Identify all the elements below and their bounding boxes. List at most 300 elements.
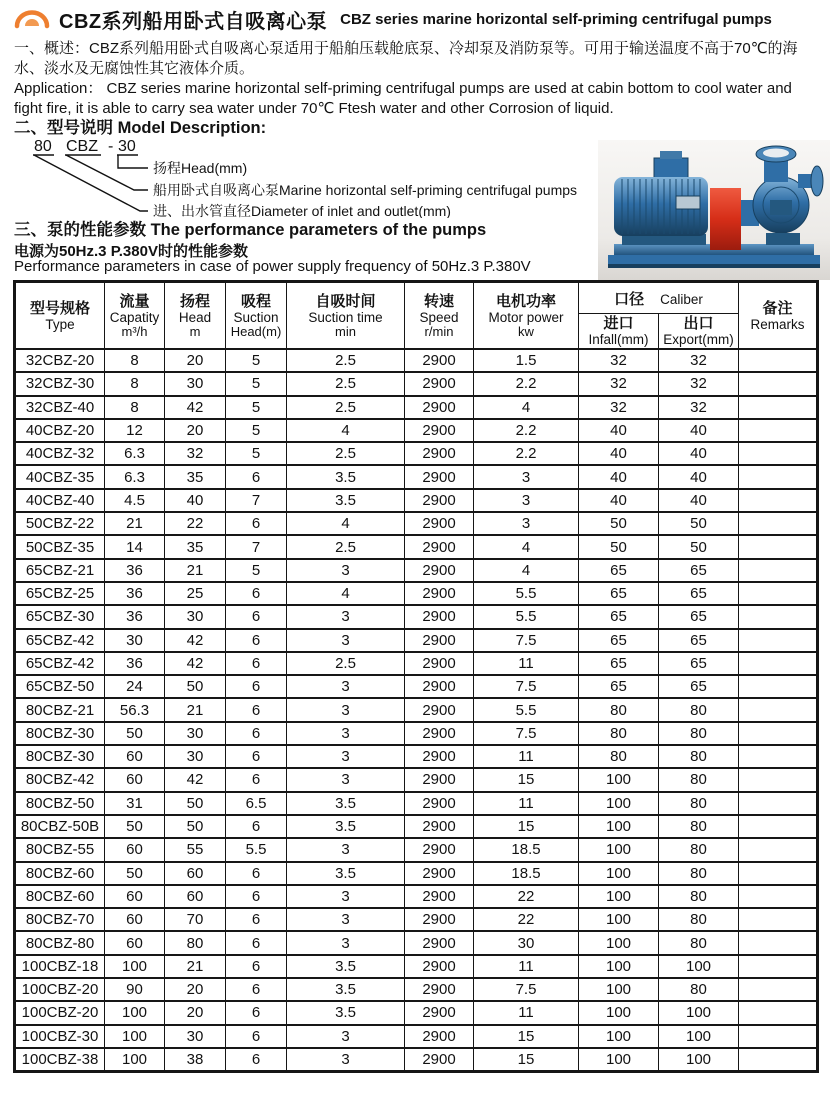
cell-export: 80 xyxy=(659,722,739,745)
cell-type: 50CBZ-22 xyxy=(15,512,105,535)
cell-motor-power: 15 xyxy=(474,768,579,791)
power-note-en: Performance parameters in case of power supply frequency of 50Hz.3 P.380V xyxy=(14,258,531,275)
label-pump-type: 船用卧式自吸离心泵Marine horizontal self-priming centrifugal pumps xyxy=(153,182,578,198)
model-code-head: 30 xyxy=(118,138,136,155)
motor-terminal-box xyxy=(654,158,688,180)
cell-speed: 2900 xyxy=(405,559,474,582)
cell-export: 80 xyxy=(659,768,739,791)
cell-type: 65CBZ-21 xyxy=(15,559,105,582)
cell-type: 100CBZ-18 xyxy=(15,955,105,978)
cell-infall: 32 xyxy=(579,396,659,419)
cell-speed: 2900 xyxy=(405,489,474,512)
cell-type: 80CBZ-55 xyxy=(15,838,105,861)
cell-export: 80 xyxy=(659,978,739,1001)
cell-speed: 2900 xyxy=(405,838,474,861)
cell-speed: 2900 xyxy=(405,908,474,931)
cell-export: 80 xyxy=(659,862,739,885)
col-header-remarks: 备注 Remarks xyxy=(739,282,818,350)
cell-suction-head: 6 xyxy=(226,768,287,791)
cell-speed: 2900 xyxy=(405,931,474,954)
cell-suction-time: 3 xyxy=(287,908,405,931)
cell-suction-time: 3 xyxy=(287,745,405,768)
cell-infall: 40 xyxy=(579,419,659,442)
cell-motor-power: 11 xyxy=(474,652,579,675)
cell-remark xyxy=(739,1001,818,1024)
cell-capacity: 36 xyxy=(105,582,165,605)
cell-head: 30 xyxy=(165,1025,226,1048)
cell-remark xyxy=(739,955,818,978)
cell-remark xyxy=(739,349,818,372)
model-description-diagram xyxy=(20,138,595,218)
table-row xyxy=(15,512,818,535)
table-row xyxy=(15,652,818,675)
cell-capacity: 100 xyxy=(105,1048,165,1072)
cell-capacity: 60 xyxy=(105,885,165,908)
cell-capacity: 36 xyxy=(105,559,165,582)
motor-nameplate xyxy=(676,196,700,209)
cell-motor-power: 3 xyxy=(474,489,579,512)
cell-speed: 2900 xyxy=(405,652,474,675)
cell-motor-power: 22 xyxy=(474,908,579,931)
cell-type: 65CBZ-30 xyxy=(15,605,105,628)
cell-speed: 2900 xyxy=(405,1025,474,1048)
cell-export: 50 xyxy=(659,512,739,535)
cell-infall: 100 xyxy=(579,768,659,791)
cell-type: 32CBZ-20 xyxy=(15,349,105,372)
cell-speed: 2900 xyxy=(405,792,474,815)
cell-suction-time: 3 xyxy=(287,768,405,791)
cell-suction-time: 2.5 xyxy=(287,442,405,465)
cell-speed: 2900 xyxy=(405,978,474,1001)
model-code-dash: - xyxy=(108,138,114,155)
cell-remark xyxy=(739,745,818,768)
cell-capacity: 60 xyxy=(105,745,165,768)
performance-table xyxy=(13,280,819,1073)
cell-infall: 80 xyxy=(579,722,659,745)
cell-suction-head: 5 xyxy=(226,396,287,419)
cell-head: 55 xyxy=(165,838,226,861)
cell-suction-head: 6.5 xyxy=(226,792,287,815)
cell-capacity: 60 xyxy=(105,908,165,931)
cell-capacity: 50 xyxy=(105,815,165,838)
cell-speed: 2900 xyxy=(405,885,474,908)
cell-export: 65 xyxy=(659,605,739,628)
cell-export: 80 xyxy=(659,792,739,815)
table-row xyxy=(15,885,818,908)
cell-head: 70 xyxy=(165,908,226,931)
label-head: 扬程Head(mm) xyxy=(153,160,248,176)
cell-head: 30 xyxy=(165,605,226,628)
cell-remark xyxy=(739,698,818,721)
cell-type: 80CBZ-60 xyxy=(15,885,105,908)
cell-infall: 32 xyxy=(579,349,659,372)
cell-remark xyxy=(739,931,818,954)
table-row xyxy=(15,1048,818,1072)
cell-type: 32CBZ-30 xyxy=(15,372,105,395)
cell-suction-head: 6 xyxy=(226,512,287,535)
cell-capacity: 60 xyxy=(105,931,165,954)
arc-logo-icon xyxy=(14,5,50,34)
cell-capacity: 60 xyxy=(105,838,165,861)
cell-suction-head: 6 xyxy=(226,605,287,628)
cell-head: 42 xyxy=(165,768,226,791)
cell-type: 80CBZ-50 xyxy=(15,792,105,815)
cell-infall: 100 xyxy=(579,1001,659,1024)
cell-speed: 2900 xyxy=(405,862,474,885)
cell-head: 50 xyxy=(165,815,226,838)
cell-remark xyxy=(739,1048,818,1072)
cell-infall: 100 xyxy=(579,885,659,908)
cell-suction-time: 3.5 xyxy=(287,792,405,815)
cell-export: 40 xyxy=(659,442,739,465)
table-row xyxy=(15,372,818,395)
cell-export: 80 xyxy=(659,698,739,721)
table-row xyxy=(15,675,818,698)
cell-export: 50 xyxy=(659,535,739,558)
cell-head: 50 xyxy=(165,675,226,698)
cell-suction-time: 3.5 xyxy=(287,1001,405,1024)
cell-suction-head: 5 xyxy=(226,349,287,372)
cell-remark xyxy=(739,489,818,512)
overview-paragraph-zh: 一、概述：CBZ系列船用卧式自吸离心泵适用于船舶压载舱底泵、冷却泵及消防泵等。可用于输送温度不高于70℃的海水、淡水及无腐蚀性其它液体介质。 xyxy=(14,40,798,77)
cell-suction-head: 6 xyxy=(226,815,287,838)
cell-suction-head: 6 xyxy=(226,955,287,978)
cell-speed: 2900 xyxy=(405,675,474,698)
cell-suction-time: 4 xyxy=(287,582,405,605)
cell-motor-power: 4 xyxy=(474,559,579,582)
cell-head: 50 xyxy=(165,792,226,815)
page-title-zh: CBZ系列船用卧式自吸离心泵 xyxy=(59,11,328,33)
col-header-suction-head: 吸程 Suction Head(m) xyxy=(226,282,287,350)
cell-export: 40 xyxy=(659,489,739,512)
cell-export: 80 xyxy=(659,908,739,931)
col-header-suction-time: 自吸时间 Suction time min xyxy=(287,282,405,350)
cell-capacity: 90 xyxy=(105,978,165,1001)
cell-head: 20 xyxy=(165,978,226,1001)
cell-suction-head: 7 xyxy=(226,489,287,512)
cell-suction-time: 2.5 xyxy=(287,372,405,395)
cell-head: 60 xyxy=(165,885,226,908)
table-row xyxy=(15,978,818,1001)
page-header xyxy=(14,5,772,34)
cell-export: 80 xyxy=(659,931,739,954)
cell-motor-power: 11 xyxy=(474,792,579,815)
cell-speed: 2900 xyxy=(405,512,474,535)
cell-type: 100CBZ-20 xyxy=(15,978,105,1001)
cell-motor-power: 2.2 xyxy=(474,372,579,395)
cell-head: 42 xyxy=(165,652,226,675)
table-row xyxy=(15,582,818,605)
cell-suction-head: 5 xyxy=(226,559,287,582)
cell-suction-time: 3.5 xyxy=(287,862,405,885)
cell-speed: 2900 xyxy=(405,1001,474,1024)
cell-export: 80 xyxy=(659,838,739,861)
cell-capacity: 14 xyxy=(105,535,165,558)
col-header-export: 出口 Export(mm) xyxy=(659,314,739,350)
cell-motor-power: 3 xyxy=(474,465,579,488)
cell-remark xyxy=(739,768,818,791)
cell-suction-time: 3.5 xyxy=(287,978,405,1001)
cell-motor-power: 5.5 xyxy=(474,582,579,605)
application-paragraph-en: Application： CBZ series marine horizontal self-priming centrifugal pumps are used at cabin bottom to cool water and fight fire, it is able to carry sea water under 70℃ Ftesh water and other Corrosion of liquid. xyxy=(14,80,792,117)
cell-type: 65CBZ-42 xyxy=(15,652,105,675)
cell-speed: 2900 xyxy=(405,815,474,838)
cell-suction-head: 6 xyxy=(226,698,287,721)
cell-suction-time: 3 xyxy=(287,885,405,908)
table-row xyxy=(15,931,818,954)
cell-speed: 2900 xyxy=(405,698,474,721)
cell-remark xyxy=(739,652,818,675)
cell-capacity: 100 xyxy=(105,1001,165,1024)
cell-motor-power: 3 xyxy=(474,512,579,535)
cell-motor-power: 15 xyxy=(474,815,579,838)
cell-suction-head: 6 xyxy=(226,1001,287,1024)
cell-speed: 2900 xyxy=(405,582,474,605)
model-code-connector-lines xyxy=(34,155,148,211)
cell-head: 21 xyxy=(165,955,226,978)
table-row xyxy=(15,535,818,558)
cell-suction-head: 6 xyxy=(226,465,287,488)
table-body xyxy=(15,349,818,1072)
cell-suction-time: 4 xyxy=(287,419,405,442)
cell-infall: 100 xyxy=(579,955,659,978)
cell-head: 42 xyxy=(165,396,226,419)
cell-head: 42 xyxy=(165,629,226,652)
table-row xyxy=(15,792,818,815)
cell-type: 65CBZ-42 xyxy=(15,629,105,652)
cell-head: 21 xyxy=(165,698,226,721)
cell-remark xyxy=(739,372,818,395)
col-header-capacity: 流量 Capatity m³/h xyxy=(105,282,165,350)
power-note-zh: 电源为50Hz.3 P.380V时的性能参数 xyxy=(14,243,248,260)
cell-suction-time: 3 xyxy=(287,605,405,628)
cell-suction-head: 6 xyxy=(226,745,287,768)
cell-infall: 32 xyxy=(579,372,659,395)
table-row xyxy=(15,1001,818,1024)
cell-infall: 65 xyxy=(579,675,659,698)
cell-infall: 100 xyxy=(579,862,659,885)
cell-export: 80 xyxy=(659,745,739,768)
cell-infall: 100 xyxy=(579,838,659,861)
cell-suction-time: 3.5 xyxy=(287,489,405,512)
cell-remark xyxy=(739,629,818,652)
table-row xyxy=(15,815,818,838)
table-row xyxy=(15,698,818,721)
cell-head: 80 xyxy=(165,931,226,954)
cell-suction-head: 5 xyxy=(226,419,287,442)
table-header xyxy=(15,282,818,350)
cell-capacity: 8 xyxy=(105,349,165,372)
cell-suction-head: 6 xyxy=(226,862,287,885)
cell-infall: 40 xyxy=(579,465,659,488)
cell-export: 65 xyxy=(659,559,739,582)
cell-head: 30 xyxy=(165,722,226,745)
table-row xyxy=(15,396,818,419)
table-row xyxy=(15,768,818,791)
cell-motor-power: 7.5 xyxy=(474,675,579,698)
cell-capacity: 50 xyxy=(105,722,165,745)
cell-remark xyxy=(739,396,818,419)
cell-remark xyxy=(739,465,818,488)
cell-infall: 100 xyxy=(579,931,659,954)
cell-capacity: 60 xyxy=(105,768,165,791)
cell-type: 80CBZ-50B xyxy=(15,815,105,838)
cell-type: 100CBZ-20 xyxy=(15,1001,105,1024)
performance-heading: 三、泵的性能参数 The performance parameters of the pumps xyxy=(14,221,487,239)
cell-infall: 100 xyxy=(579,1025,659,1048)
col-header-motor-power: 电机功率 Motor power kw xyxy=(474,282,579,350)
cell-suction-head: 6 xyxy=(226,1048,287,1072)
cell-suction-time: 3 xyxy=(287,1025,405,1048)
table-row xyxy=(15,465,818,488)
cell-export: 65 xyxy=(659,582,739,605)
table-row xyxy=(15,955,818,978)
cell-motor-power: 7.5 xyxy=(474,722,579,745)
cell-capacity: 24 xyxy=(105,675,165,698)
cell-speed: 2900 xyxy=(405,605,474,628)
cell-type: 100CBZ-30 xyxy=(15,1025,105,1048)
cell-motor-power: 11 xyxy=(474,955,579,978)
cell-motor-power: 4 xyxy=(474,396,579,419)
col-header-caliber: 口径 Caliber xyxy=(579,282,739,314)
cell-export: 100 xyxy=(659,1048,739,1072)
cell-suction-time: 2.5 xyxy=(287,535,405,558)
cell-infall: 65 xyxy=(579,582,659,605)
cell-capacity: 31 xyxy=(105,792,165,815)
cell-export: 32 xyxy=(659,396,739,419)
cell-suction-head: 5.5 xyxy=(226,838,287,861)
cell-head: 21 xyxy=(165,559,226,582)
cell-export: 80 xyxy=(659,815,739,838)
cell-remark xyxy=(739,512,818,535)
cell-type: 80CBZ-42 xyxy=(15,768,105,791)
cell-head: 25 xyxy=(165,582,226,605)
cell-remark xyxy=(739,838,818,861)
cell-motor-power: 11 xyxy=(474,745,579,768)
cell-speed: 2900 xyxy=(405,768,474,791)
cell-infall: 100 xyxy=(579,978,659,1001)
cell-motor-power: 22 xyxy=(474,885,579,908)
table-row xyxy=(15,1025,818,1048)
cell-export: 32 xyxy=(659,349,739,372)
cell-export: 32 xyxy=(659,372,739,395)
cell-type: 40CBZ-20 xyxy=(15,419,105,442)
cell-infall: 65 xyxy=(579,559,659,582)
table-row xyxy=(15,489,818,512)
cell-remark xyxy=(739,908,818,931)
cell-suction-time: 4 xyxy=(287,512,405,535)
cell-capacity: 56.3 xyxy=(105,698,165,721)
cell-suction-head: 6 xyxy=(226,885,287,908)
cell-export: 40 xyxy=(659,419,739,442)
cell-suction-head: 6 xyxy=(226,931,287,954)
cell-capacity: 100 xyxy=(105,955,165,978)
cell-suction-head: 6 xyxy=(226,629,287,652)
cell-remark xyxy=(739,675,818,698)
cell-motor-power: 7.5 xyxy=(474,629,579,652)
cell-type: 65CBZ-50 xyxy=(15,675,105,698)
cell-head: 20 xyxy=(165,349,226,372)
cell-type: 80CBZ-70 xyxy=(15,908,105,931)
cell-head: 20 xyxy=(165,1001,226,1024)
cell-head: 38 xyxy=(165,1048,226,1072)
pump-photo xyxy=(598,140,830,280)
cell-export: 65 xyxy=(659,629,739,652)
label-diameter: 进、出水管直径Diameter of inlet and outlet(mm) xyxy=(153,203,451,218)
cell-remark xyxy=(739,815,818,838)
cell-speed: 2900 xyxy=(405,465,474,488)
cell-suction-head: 6 xyxy=(226,722,287,745)
cell-type: 40CBZ-32 xyxy=(15,442,105,465)
cell-speed: 2900 xyxy=(405,442,474,465)
cell-infall: 65 xyxy=(579,605,659,628)
cell-motor-power: 4 xyxy=(474,535,579,558)
cell-remark xyxy=(739,862,818,885)
cell-remark xyxy=(739,792,818,815)
table-row xyxy=(15,908,818,931)
cell-motor-power: 18.5 xyxy=(474,838,579,861)
coupling-guard xyxy=(710,188,741,250)
cell-suction-time: 3.5 xyxy=(287,815,405,838)
cell-export: 100 xyxy=(659,1025,739,1048)
cell-motor-power: 11 xyxy=(474,1001,579,1024)
cell-speed: 2900 xyxy=(405,955,474,978)
cell-infall: 80 xyxy=(579,745,659,768)
cell-infall: 100 xyxy=(579,792,659,815)
cell-suction-head: 6 xyxy=(226,908,287,931)
cell-head: 20 xyxy=(165,419,226,442)
cell-head: 30 xyxy=(165,372,226,395)
cell-export: 100 xyxy=(659,955,739,978)
cell-remark xyxy=(739,978,818,1001)
cell-motor-power: 5.5 xyxy=(474,698,579,721)
cell-speed: 2900 xyxy=(405,629,474,652)
table-row xyxy=(15,629,818,652)
cell-infall: 100 xyxy=(579,815,659,838)
cell-infall: 50 xyxy=(579,535,659,558)
cell-suction-time: 3 xyxy=(287,675,405,698)
cell-speed: 2900 xyxy=(405,722,474,745)
cell-suction-head: 6 xyxy=(226,978,287,1001)
cell-suction-time: 3 xyxy=(287,629,405,652)
cell-motor-power: 2.2 xyxy=(474,419,579,442)
cell-type: 80CBZ-30 xyxy=(15,745,105,768)
cell-export: 65 xyxy=(659,675,739,698)
cell-infall: 40 xyxy=(579,489,659,512)
cell-suction-time: 2.5 xyxy=(287,349,405,372)
col-header-type: 型号规格 Type xyxy=(15,282,105,350)
cell-infall: 65 xyxy=(579,652,659,675)
cell-speed: 2900 xyxy=(405,396,474,419)
cell-infall: 80 xyxy=(579,698,659,721)
cell-suction-time: 3.5 xyxy=(287,955,405,978)
cell-remark xyxy=(739,605,818,628)
cell-remark xyxy=(739,442,818,465)
cell-remark xyxy=(739,535,818,558)
col-header-speed: 转速 Speed r/min xyxy=(405,282,474,350)
cell-capacity: 8 xyxy=(105,372,165,395)
table-row xyxy=(15,722,818,745)
cell-export: 100 xyxy=(659,1001,739,1024)
cell-motor-power: 15 xyxy=(474,1025,579,1048)
cell-motor-power: 5.5 xyxy=(474,605,579,628)
cell-remark xyxy=(739,885,818,908)
table-row xyxy=(15,419,818,442)
cell-type: 32CBZ-40 xyxy=(15,396,105,419)
cell-suction-head: 5 xyxy=(226,372,287,395)
cell-export: 80 xyxy=(659,885,739,908)
cell-export: 40 xyxy=(659,465,739,488)
